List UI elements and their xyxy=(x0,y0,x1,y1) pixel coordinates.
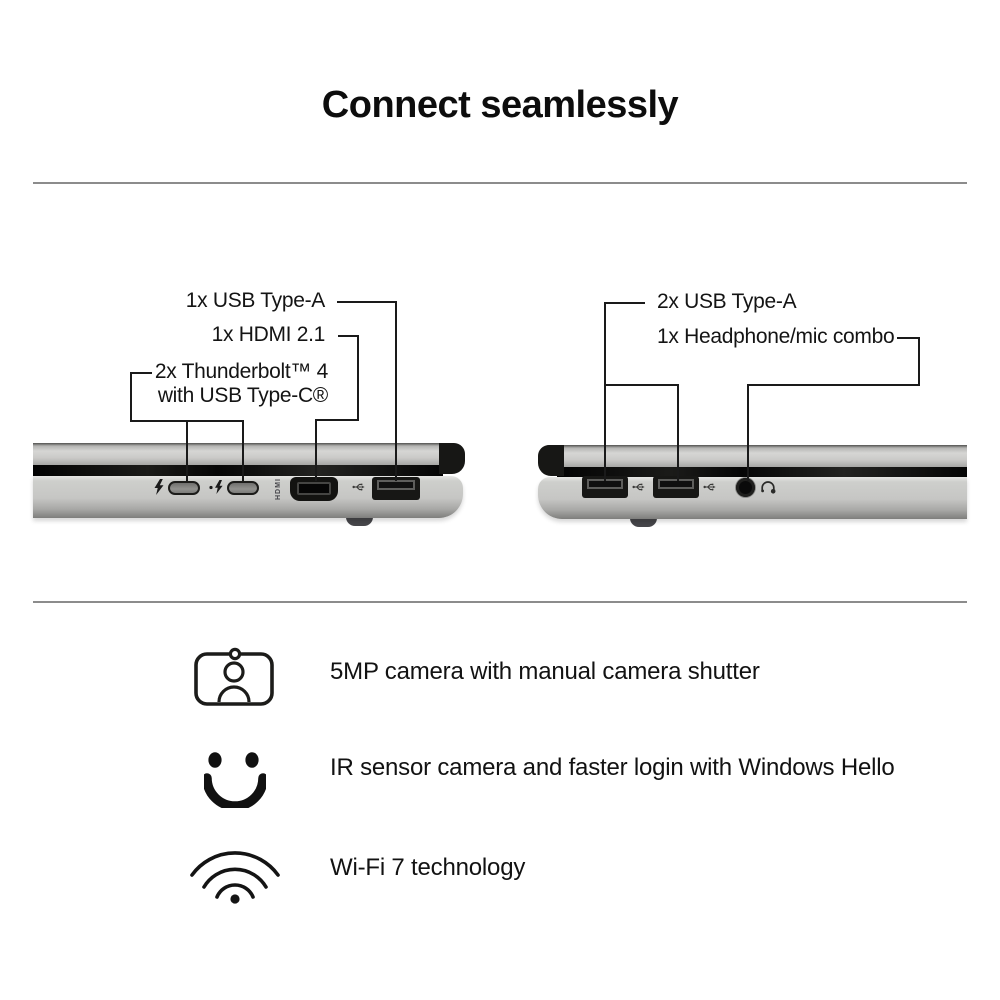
thunderbolt-usb-c-port-2 xyxy=(227,481,259,495)
thunderbolt-charge-icon xyxy=(209,480,225,494)
usb-a-port-1 xyxy=(582,476,628,498)
callout-label-thunderbolt xyxy=(155,360,328,407)
top-divider xyxy=(33,182,967,184)
right-laptop-foot xyxy=(630,518,657,527)
callout-label-thunderbolt-line2: with USB Type-C® xyxy=(157,383,328,407)
bottom-divider xyxy=(33,601,967,603)
hdmi-port-slot xyxy=(297,482,331,495)
callout-label-hdmi: 1x HDMI 2.1 xyxy=(211,323,325,346)
usb-a-port-left-laptop xyxy=(372,477,420,500)
page-title: Connect seamlessly xyxy=(321,84,679,126)
callout-label-usb-type-a-right: 2x USB Type-A xyxy=(657,290,797,313)
callout-label-headphone-mic: 1x Headphone/mic combo xyxy=(657,325,895,348)
left-laptop-foot xyxy=(346,517,373,526)
headphone-icon xyxy=(759,478,777,496)
right-laptop-lid xyxy=(543,445,967,468)
usb-a-port-1-tongue xyxy=(587,479,623,489)
usb-superspeed-icon xyxy=(352,481,365,493)
smiley-icon xyxy=(204,748,266,808)
webcam-icon xyxy=(193,645,275,707)
usb-a-port-2 xyxy=(653,476,699,498)
feature-text-camera: 5MP camera with manual camera shutter xyxy=(330,658,760,685)
callout-label-usb-type-a-left: 1x USB Type-A xyxy=(185,289,325,312)
headphone-jack xyxy=(736,478,755,497)
right-laptop-lid-edge xyxy=(538,445,564,476)
usb-superspeed-icon xyxy=(632,481,645,493)
wifi-icon xyxy=(188,847,282,904)
left-laptop-lid xyxy=(33,443,457,466)
usb-a-port-tongue xyxy=(377,480,415,490)
hdmi-engraving: HDMI xyxy=(275,478,282,500)
feature-text-wifi: Wi-Fi 7 technology xyxy=(330,854,526,881)
thunderbolt-icon xyxy=(153,479,165,495)
usb-a-port-2-tongue xyxy=(658,479,694,489)
hdmi-port xyxy=(290,477,338,501)
thunderbolt-usb-c-port-1 xyxy=(168,481,200,495)
callout-label-thunderbolt-line1: 2x Thunderbolt™ 4 xyxy=(154,360,328,383)
left-laptop-lid-edge xyxy=(439,443,465,474)
left-laptop-side-view xyxy=(33,443,463,527)
feature-text-windows-hello: IR sensor camera and faster login with Windows Hello xyxy=(330,754,895,781)
right-laptop-side-view xyxy=(538,445,967,529)
usb-superspeed-icon xyxy=(703,481,716,493)
